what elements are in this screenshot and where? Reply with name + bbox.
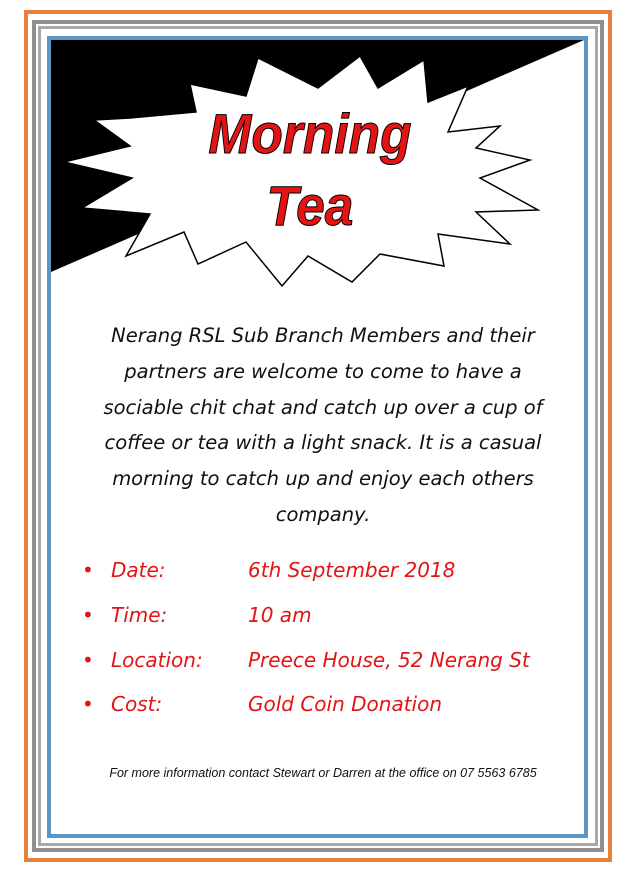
bullet-dot: • — [82, 692, 94, 716]
detail-label: Cost: — [111, 692, 163, 716]
title-line-1: Morning — [208, 102, 412, 165]
invitation-text: Nerang RSL Sub Branch Members and their partners are welcome to come to have a sociable chit chat and catch up over a cup of coffee or tea with a light snack. It is a casual morning to catch up and enjoy each others company. — [103, 324, 543, 526]
title-line-2: Tea — [266, 174, 354, 237]
detail-value: 6th September 2018 — [248, 558, 456, 582]
bullet-dot: • — [82, 558, 94, 582]
bullet-dot: • — [82, 603, 94, 627]
bullet-dot: • — [82, 648, 94, 672]
contact-footer: For more information contact Stewart or Darren at the office on 07 5563 6785 — [109, 766, 537, 780]
detail-label: Time: — [111, 603, 168, 627]
detail-value: Preece House, 52 Nerang St — [248, 648, 530, 672]
detail-value: Gold Coin Donation — [248, 692, 443, 716]
detail-value: 10 am — [248, 603, 312, 627]
detail-label: Location: — [111, 648, 203, 672]
detail-label: Date: — [111, 558, 166, 582]
